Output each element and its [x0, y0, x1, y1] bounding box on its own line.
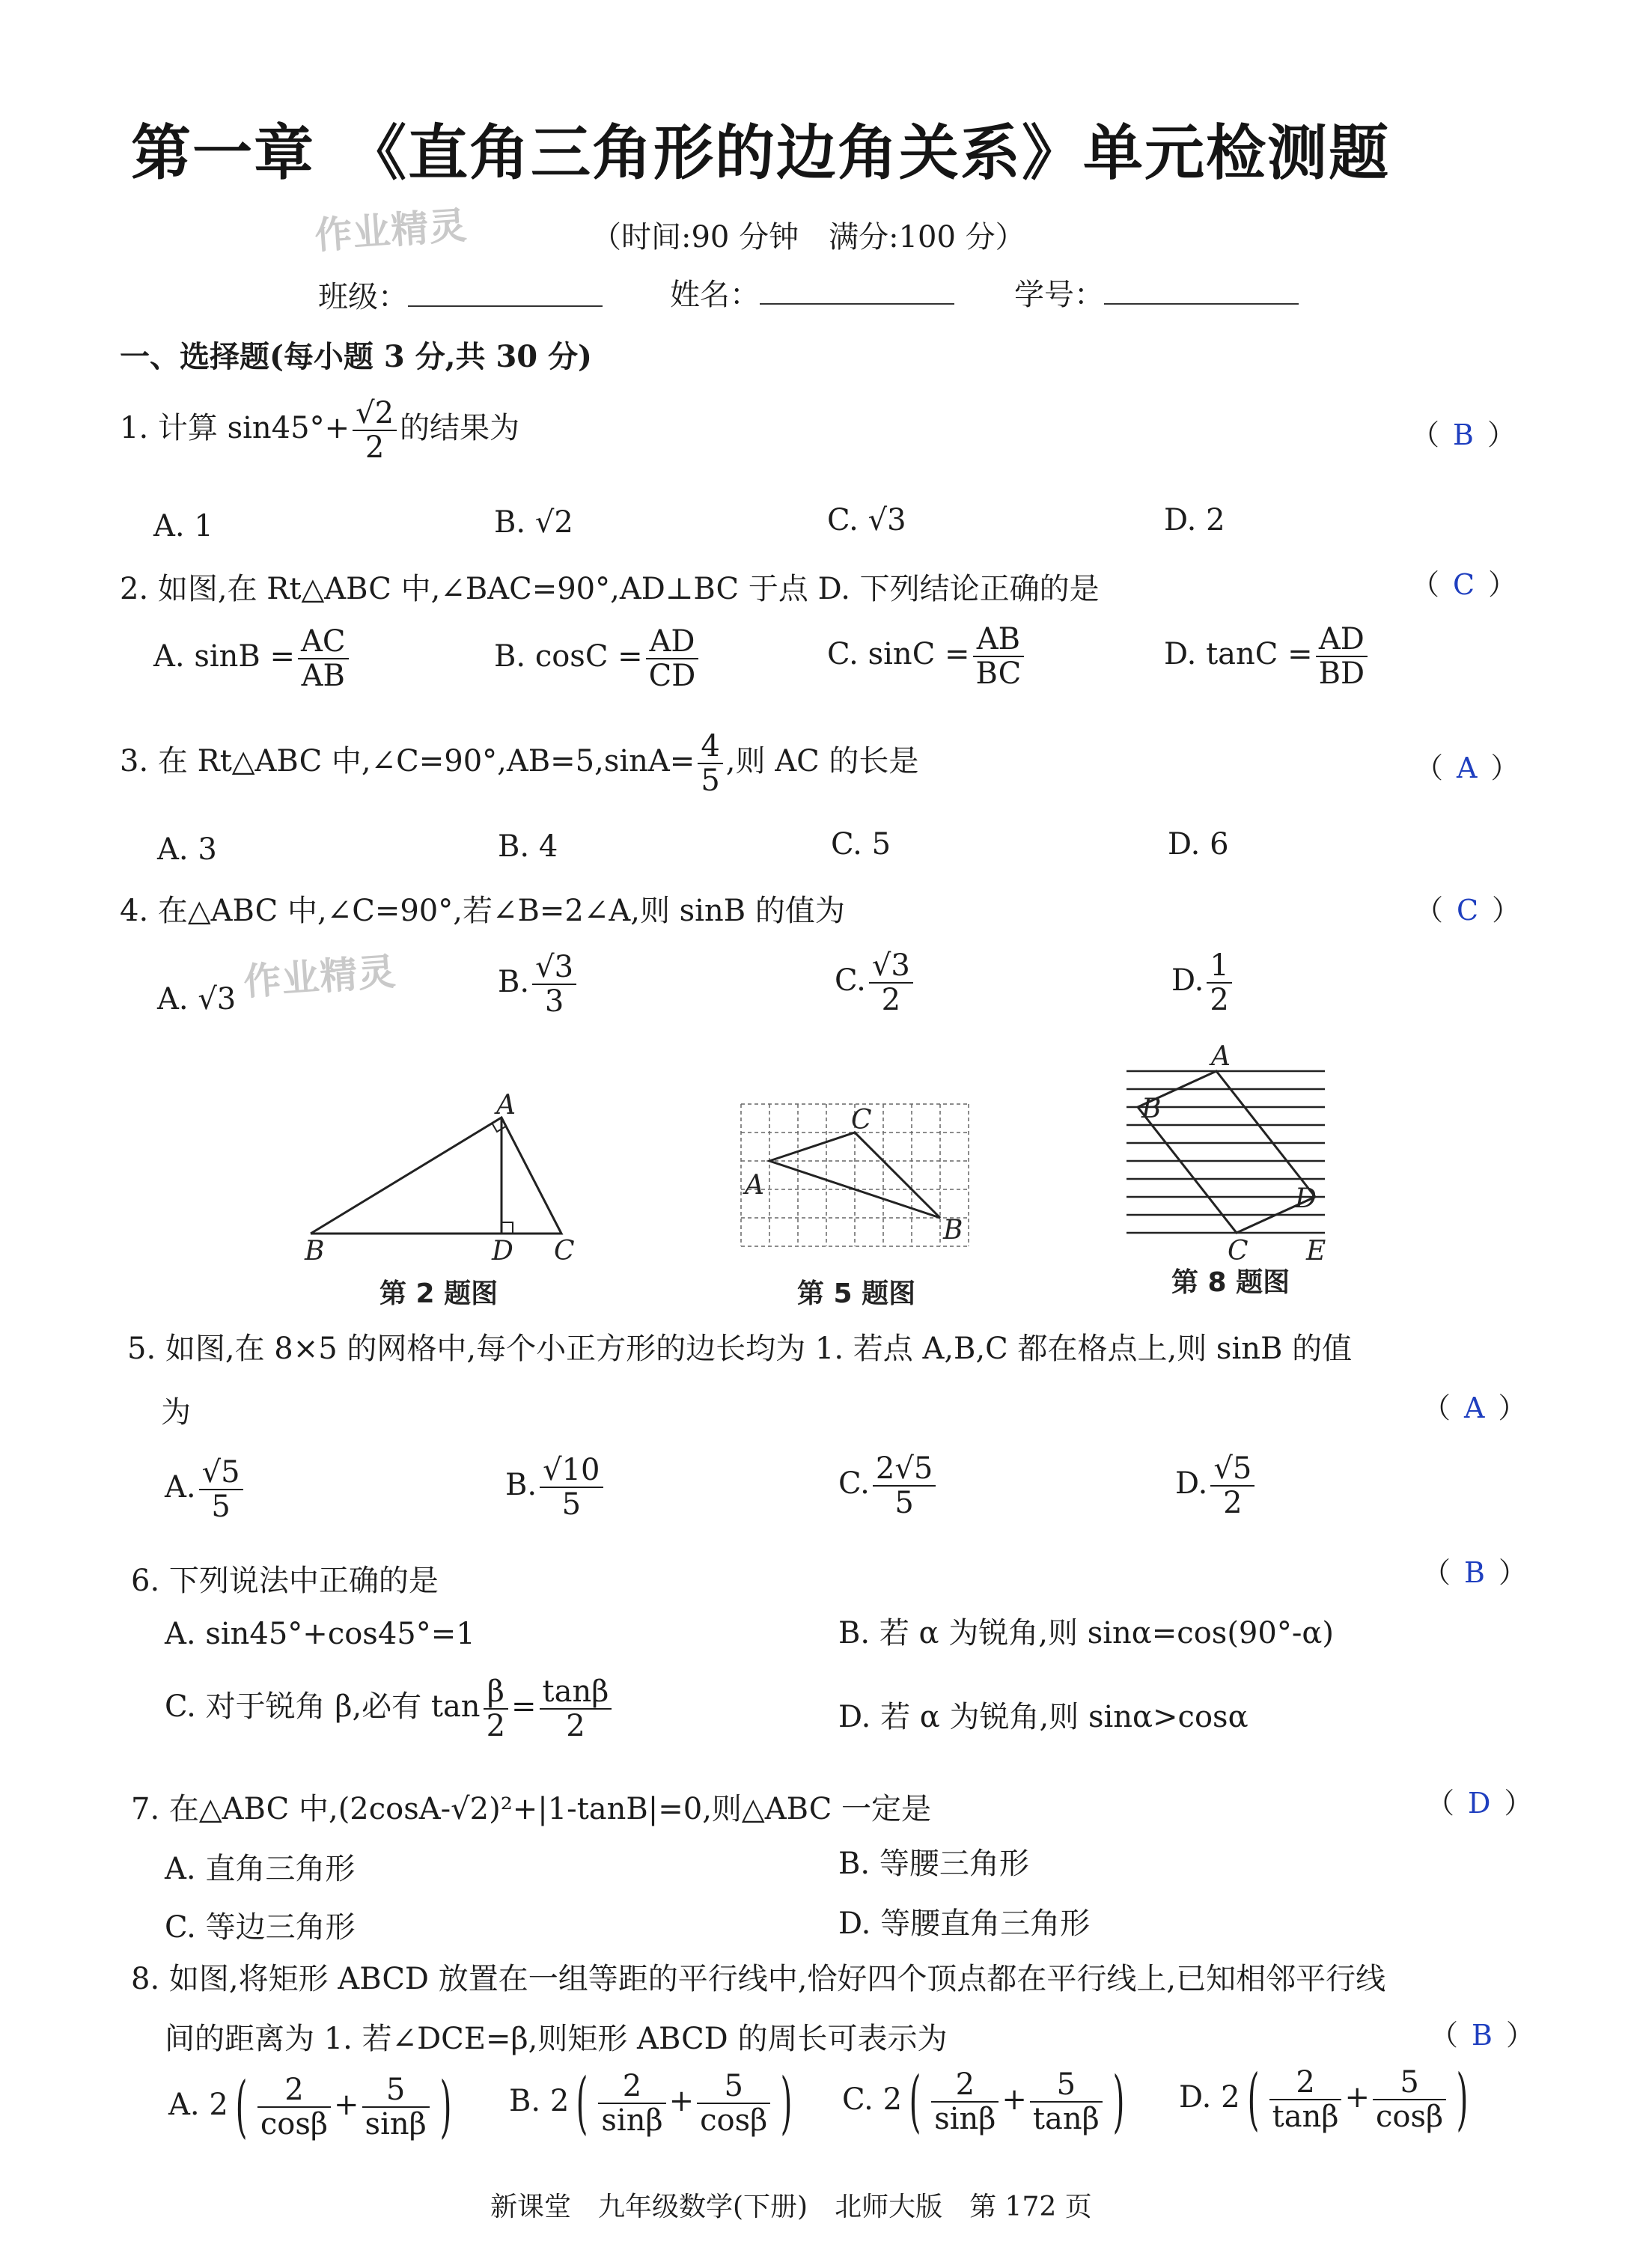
q5-option-d: D. $\frac{√5}{2}$ — [1175, 1452, 1257, 1519]
q6-option-c: C. 对于锐角 β,必有 tan $\frac{\beta}{2}$ = $\frac{\tan\beta}{2}$ — [165, 1675, 615, 1743]
q6-option-b: B. 若 α 为锐角,则 sinα=cos(90°-α) — [838, 1616, 1334, 1650]
question-5-line2: 为 — [161, 1395, 191, 1430]
page-title: 第一章 《直角三角形的边角关系》单元检测题 — [131, 118, 1390, 188]
q6-option-a: A. sin45°+cos45°=1 — [165, 1617, 475, 1651]
q1-option-b: B. √2 — [494, 505, 573, 540]
name-label: 姓名： — [670, 278, 760, 312]
answer-5: （ A ） — [1422, 1391, 1527, 1424]
question-3: 3. 在 Rt△ABC 中,∠C=90°,AB=5,sinA= $\frac{4}{5}$ ,则 AC 的长是 — [120, 729, 919, 798]
class-label: 班级： — [318, 280, 408, 314]
answer-8: （ B ） — [1430, 2019, 1534, 2052]
q8-option-c: C. 2 ( $\frac{2}{\sin\beta}$ + $\frac{5}{\tan\beta}$ ) — [842, 2062, 1125, 2141]
q2-option-a: A. sinB = $\frac{AC}{AB}$ — [153, 625, 352, 692]
q2-option-d: D. tanC = $\frac{AD}{BD}$ — [1164, 623, 1371, 690]
question-2: 2. 如图,在 Rt△ABC 中,∠BAC=90°,AD⊥BC 于点 D. 下列结论正确的是 — [120, 572, 1100, 606]
answer-1: （ B ） — [1411, 418, 1516, 451]
answer-6: （ B ） — [1422, 1556, 1527, 1589]
section-heading: 一、选择题(每小题 3 分,共 30 分) — [120, 339, 592, 374]
q3-option-b: B. 4 — [498, 829, 558, 864]
figure-5 — [737, 1100, 988, 1314]
svg-text:A: A — [1211, 1044, 1231, 1072]
question-5-line1: 5. 如图,在 8×5 的网格中,每个小正方形的边长均为 1. 若点 A,B,C 都在格点上,则 sinB 的值 — [127, 1332, 1353, 1366]
watermark: 作业精灵 — [313, 203, 469, 258]
q1-option-a: A. 1 — [153, 509, 213, 543]
q5-option-c: C. $\frac{2√5}{5}$ — [838, 1452, 939, 1519]
svg-text:A: A — [496, 1090, 516, 1121]
right-angle-d — [501, 1222, 513, 1234]
q8-option-b: B. 2 ( $\frac{2}{\sin\beta}$ + $\frac{5}{\cos\beta}$ ) — [509, 2064, 793, 2142]
svg-text:D: D — [492, 1236, 513, 1266]
class-field — [318, 273, 603, 316]
answer-3: （ A ） — [1415, 752, 1519, 784]
triangle-abc — [311, 1118, 561, 1234]
question-8-line2: 间的距离为 1. 若∠DCE=β,则矩形 ABCD 的周长可表示为 — [165, 2022, 948, 2056]
svg-text:B: B — [305, 1236, 325, 1266]
fraction: $\frac{√2}{2}$ — [353, 397, 397, 464]
svg-text:C: C — [1228, 1236, 1249, 1266]
rectangle-abcd — [1138, 1071, 1315, 1233]
q7-option-b: B. 等腰三角形 — [838, 1847, 1029, 1881]
answer-2: （ C ） — [1411, 568, 1517, 601]
svg-text:C: C — [554, 1236, 575, 1266]
q5-option-b: B. $\frac{√10}{5}$ — [505, 1454, 606, 1521]
svg-text:B: B — [943, 1215, 963, 1246]
q2-option-b: B. cosC = $\frac{AD}{CD}$ — [494, 625, 701, 692]
q8-option-d: D. 2 ( $\frac{2}{\tan\beta}$ + $\frac{5}{\cos\beta}$ ) — [1179, 2060, 1469, 2139]
svg-text:A: A — [745, 1170, 764, 1201]
q4-option-c: C. $\frac{√3}{2}$ — [835, 949, 916, 1016]
q4-option-a: A. √3 — [157, 982, 237, 1016]
name-field — [670, 271, 954, 314]
q1-option-c: C. √3 — [827, 503, 906, 537]
svg-text:C: C — [851, 1105, 872, 1135]
question-7: 7. 在△ABC 中,(2cosA-√2)²+|1-tanB|=0,则△ABC 一定是 — [131, 1792, 932, 1826]
id-blank — [1104, 281, 1299, 305]
q5-option-a: A. $\frac{√5}{5}$ — [165, 1456, 246, 1523]
time-info: （时间:90 分钟 满分:100 分） — [591, 220, 1025, 254]
svg-text:D: D — [1295, 1183, 1317, 1214]
q2-option-c: C. sinC = $\frac{AB}{BC}$ — [827, 623, 1027, 690]
q8-option-a: A. 2 ( $\frac{2}{\cos\beta}$ + $\frac{5}{\sin\beta}$ ) — [168, 2067, 452, 2146]
q3-option-c: C. 5 — [831, 827, 891, 862]
watermark: 作业精灵 — [242, 949, 398, 1005]
q3-option-a: A. 3 — [157, 832, 217, 867]
id-label: 学号： — [1014, 278, 1104, 312]
q1-option-d: D. 2 — [1164, 503, 1225, 537]
figure-8 — [1123, 1044, 1347, 1302]
q3-option-d: D. 6 — [1168, 827, 1229, 862]
q7-option-d: D. 等腰直角三角形 — [838, 1906, 1091, 1941]
id-field — [1014, 271, 1299, 314]
page-footer: 新课堂 九年级数学(下册) 北师大版 第 172 页 — [490, 2192, 1092, 2222]
svg-text:E: E — [1306, 1236, 1326, 1266]
q7-option-c: C. 等边三角形 — [165, 1910, 356, 1945]
question-8-line1: 8. 如图,将矩形 ABCD 放置在一组等距的平行线中,恰好四个顶点都在平行线上,已知相邻平行线 — [131, 1962, 1386, 1996]
question-6: 6. 下列说法中正确的是 — [131, 1564, 439, 1598]
q4-option-b: B. $\frac{√3}{3}$ — [498, 951, 579, 1018]
figure-8-caption: 第 8 题图 — [1171, 1267, 1290, 1298]
figure-5-caption: 第 5 题图 — [797, 1278, 916, 1309]
figure-2 — [296, 1089, 595, 1314]
answer-7: （ D ） — [1426, 1787, 1533, 1820]
question-4: 4. 在△ABC 中,∠C=90°,若∠B=2∠A,则 sinB 的值为 — [120, 894, 845, 928]
q6-option-d: D. 若 α 为锐角,则 sinα>cosα — [838, 1700, 1249, 1734]
answer-4: （ C ） — [1415, 894, 1521, 927]
q7-option-a: A. 直角三角形 — [165, 1852, 356, 1886]
class-blank — [408, 283, 603, 307]
q4-option-d: D. $\frac{1}{2}$ — [1171, 949, 1235, 1016]
name-blank — [760, 281, 954, 305]
question-1: 1. 计算 sin45°+ $\frac{√2}{2}$ 的结果为 — [120, 396, 520, 465]
svg-text:B: B — [1141, 1094, 1162, 1124]
figure-2-caption: 第 2 题图 — [379, 1278, 499, 1309]
